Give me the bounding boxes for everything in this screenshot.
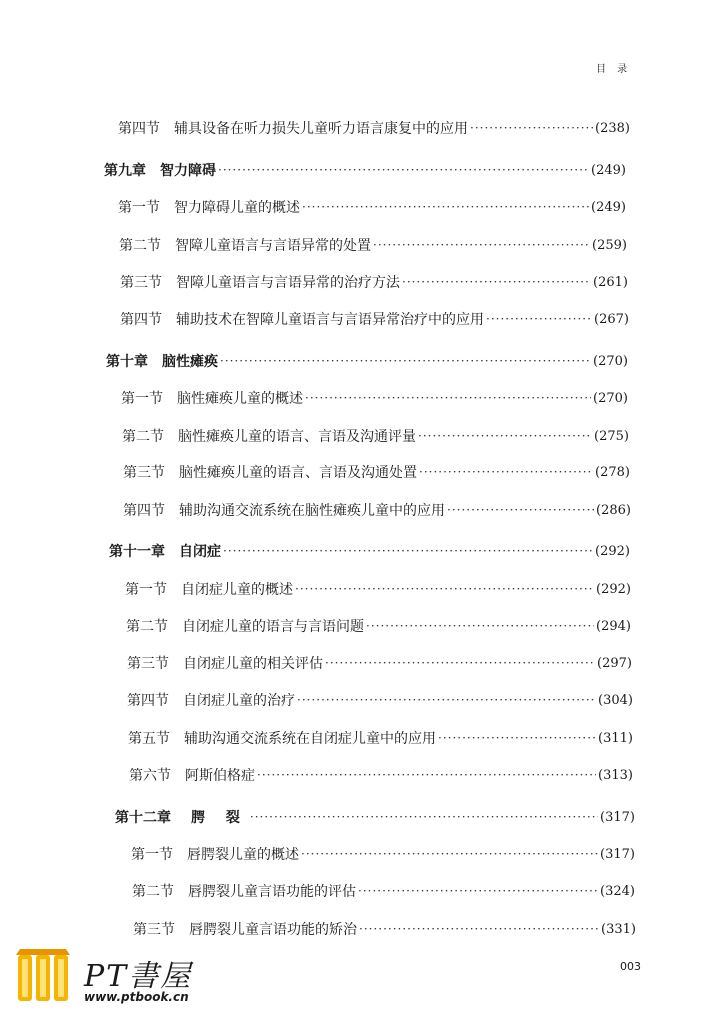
toc-entry[interactable]: [127, 652, 632, 674]
entry-title: 辅助沟通交流系统在脑性瘫痪儿童中的应用: [179, 503, 445, 519]
entry-page: (249): [591, 199, 626, 215]
dot-leader: [402, 275, 591, 289]
entry-title: 智力障碍儿童的概述: [174, 200, 300, 216]
entry-page: (259): [592, 237, 627, 253]
dot-leader: [470, 121, 593, 135]
toc-chapter[interactable]: [106, 350, 628, 372]
chapter-number: 第十二章: [115, 810, 171, 826]
entry-title: 脑性瘫痪儿童的概述: [177, 391, 303, 407]
dot-leader: [301, 847, 598, 861]
logo-url: www.ptbook.cn: [84, 990, 189, 1004]
toc-entry[interactable]: [118, 196, 626, 218]
entry-page: (317): [600, 846, 635, 862]
chapter-page: (249): [591, 162, 626, 178]
entry-number: 第二节: [132, 884, 174, 900]
entry-title: 唇腭裂儿童的概述: [187, 847, 299, 863]
entry-page: (294): [596, 618, 631, 634]
toc-entry[interactable]: [119, 234, 627, 256]
dot-leader: [366, 619, 594, 633]
logo-text: PT書屋: [84, 959, 193, 994]
chapter-number: 第十一章: [109, 544, 165, 560]
entry-number: 第三节: [123, 465, 165, 481]
dot-leader: [419, 465, 593, 479]
toc-entry[interactable]: [129, 764, 633, 786]
entry-page: (324): [600, 883, 635, 899]
entry-title: 唇腭裂儿童言语功能的矫治: [189, 922, 357, 938]
dot-leader: [297, 693, 596, 707]
toc-chapter[interactable]: [109, 540, 630, 562]
entry-number: 第三节: [127, 656, 169, 672]
toc-entry[interactable]: [132, 880, 635, 902]
chapter-title: 腭 裂: [191, 810, 248, 826]
dot-leader: [305, 391, 591, 405]
entry-number: 第四节: [127, 693, 169, 709]
dot-leader: [358, 884, 598, 898]
toc-entry[interactable]: [125, 578, 631, 600]
toc-entry[interactable]: [118, 117, 630, 139]
toc-entry[interactable]: [128, 727, 633, 749]
chapter-title: 智力障碍: [160, 163, 216, 179]
toc-entry[interactable]: [123, 499, 631, 521]
entry-title: 辅助技术在智障儿童语言与言语异常治疗中的应用: [176, 312, 484, 328]
entry-title: 唇腭裂儿童言语功能的评估: [188, 884, 356, 900]
entry-title: 脑性瘫痪儿童的语言、言语及沟通评量: [178, 429, 416, 445]
entry-number: 第三节: [120, 275, 162, 291]
entry-number: 第一节: [125, 582, 167, 598]
entry-page: (304): [598, 692, 633, 708]
entry-title: 辅助沟通交流系统在自闭症儿童中的应用: [184, 731, 436, 747]
chapter-page: (270): [593, 353, 628, 369]
entry-title: 智障儿童语言与言语异常的处置: [175, 238, 371, 254]
toc-entry[interactable]: [127, 689, 633, 711]
dot-leader: [223, 544, 593, 558]
entry-page: (267): [594, 311, 629, 327]
chapter-title: 脑性瘫痪: [162, 354, 218, 370]
entry-page: (261): [593, 274, 628, 290]
dot-leader: [218, 163, 589, 177]
toc-entry[interactable]: [126, 615, 631, 637]
entry-number: 第二节: [122, 429, 164, 445]
entry-title: 辅具设备在听力损失儿童听力语言康复中的应用: [174, 121, 468, 137]
entry-title: 自闭症儿童的概述: [181, 582, 293, 598]
entry-number: 第二节: [119, 238, 161, 254]
chapter-page: (317): [600, 809, 635, 825]
entry-number: 第五节: [128, 731, 170, 747]
entry-page: (278): [595, 464, 630, 480]
toc-entry[interactable]: [122, 425, 629, 447]
toc-entry[interactable]: [123, 461, 630, 483]
page-number: 003: [620, 960, 641, 973]
entry-title: 脑性瘫痪儿童的语言、言语及沟通处置: [179, 465, 417, 481]
chapter-title: 自闭症: [179, 544, 221, 560]
dot-leader: [447, 503, 594, 517]
entry-page: (286): [596, 502, 631, 518]
running-header: 目 录: [596, 64, 632, 75]
entry-page: (238): [595, 120, 630, 136]
entry-title: 自闭症儿童的相关评估: [183, 656, 323, 672]
toc-entry[interactable]: [121, 387, 628, 409]
entry-number: 第四节: [120, 312, 162, 328]
entry-title: 自闭症儿童的语言与言语问题: [182, 619, 364, 635]
entry-title: 智障儿童语言与言语异常的治疗方法: [176, 275, 400, 291]
entry-number: 第一节: [121, 391, 163, 407]
entry-page: (331): [601, 921, 636, 937]
toc-entry[interactable]: [133, 918, 636, 940]
dot-leader: [438, 731, 596, 745]
dot-leader: [486, 312, 592, 326]
dot-leader: [325, 656, 595, 670]
entry-number: 第三节: [133, 922, 175, 938]
entry-number: 第四节: [118, 121, 160, 137]
entry-page: (311): [598, 730, 633, 746]
dot-leader: [220, 354, 591, 368]
entry-page: (275): [594, 428, 629, 444]
toc-entry[interactable]: [120, 271, 628, 293]
entry-number: 第四节: [123, 503, 165, 519]
entry-page: (292): [596, 581, 631, 597]
entry-title: 自闭症儿童的治疗: [183, 693, 295, 709]
dot-leader: [250, 810, 598, 824]
toc-entry[interactable]: [131, 843, 635, 865]
dot-leader: [295, 582, 594, 596]
entry-page: (313): [598, 767, 633, 783]
toc-chapter[interactable]: [115, 806, 635, 828]
toc-chapter[interactable]: [104, 159, 626, 181]
dot-leader: [373, 238, 590, 252]
dot-leader: [418, 429, 592, 443]
entry-page: (270): [593, 390, 628, 406]
entry-number: 第一节: [118, 200, 160, 216]
dot-leader: [257, 768, 596, 782]
chapter-number: 第十章: [106, 354, 148, 370]
entry-title: 阿斯伯格症: [185, 768, 255, 784]
chapter-number: 第九章: [104, 163, 146, 179]
entry-page: (297): [597, 655, 632, 671]
dot-leader: [359, 922, 599, 936]
entry-number: 第二节: [126, 619, 168, 635]
toc-entry[interactable]: [120, 308, 629, 330]
entry-number: 第六节: [129, 768, 171, 784]
dot-leader: [302, 200, 589, 214]
entry-number: 第一节: [131, 847, 173, 863]
chapter-page: (292): [595, 543, 630, 559]
